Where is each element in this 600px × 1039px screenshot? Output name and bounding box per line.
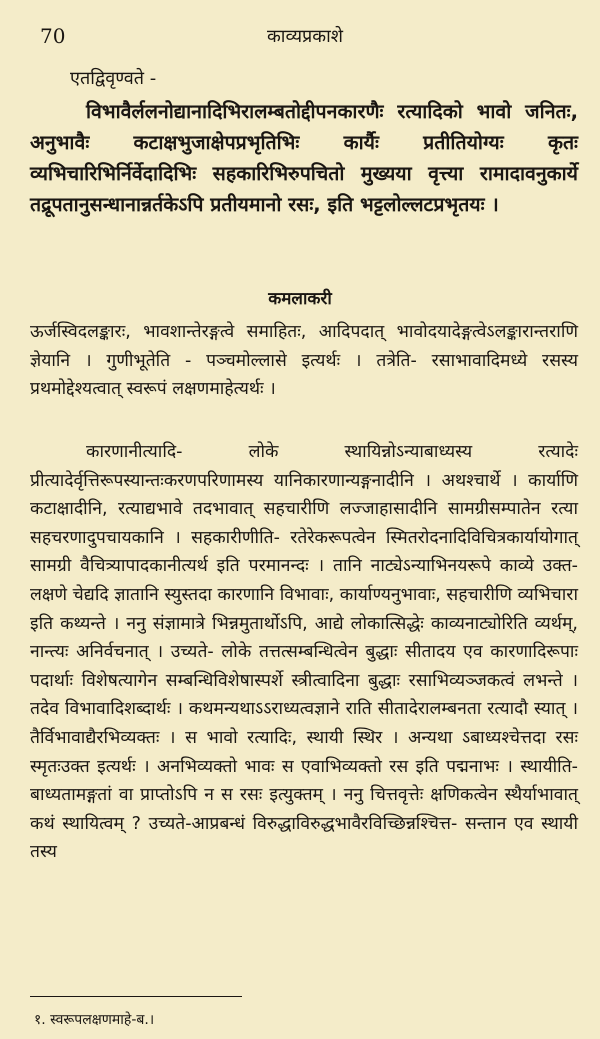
commentary-paragraph-2: कारणानीत्यादि- लोके स्थायिन्नोऽन्याबाध्यस्य रत्यादेः प्रीत्यादेर्वृत्तिरूपस्यान्तःकरणपरिणामस्य यानिकारणान्यङ्गनादीनि । अथश्चार्थे । कार्याणि कटाक्षादीनि, रत्याद्यभावे तदभावात् सहचारीणि लज्जाहासादीनि सामग्रीसम्पातेन रत्या सहचरणादुपचायकानि । सहकारीणीति- रतेरेकरूपत्वेन स्मितरोदनादिविचित्रकार्यायोगात् सामग्री वैचित्र्यापादकानीत्यर्थ इति परमानन्दः । तानि नाट्येऽन्याभिनयरूपे काव्ये उक्त-लक्षणे चेद्यदि ज्ञातानि स्युस्तदा कारणानि विभावाः, कार्याण्यनुभावाः, सहचारीणि व्यभिचारा इति कथ्यन्ते । ननु संज्ञामात्रे भिन्नमुतार्थोऽपि, आद्ये लोकात्सिद्धेः काव्यनाट्योरिति व्यर्थम्, नान्त्यः अनिर्वचनात् । उच्यते- लोके तत्तत्सम्बन्धित्वेन बुद्धाः सीतादय एव कारणादिरूपाः पदार्थाः विशेषत्यागेन सम्बन्धिविशेषास्पर्शे स्त्रीत्वादिना बुद्धाः रसाभिव्यञ्जकत्वं लभन्ते । तदेव विभावादिशब्दार्थः । कथमन्यथाऽऽराध्यत्वज्ञाने राति सीतादेरालम्बनता रत्यादौ स्यात् । तैर्विभावाद्यैरभिव्यक्तः । स भावो रत्यादिः, स्थायी स्थिर । अन्यथा ऽबाध्यश्चेत्तदा रसः स्मृतःउक्त इत्यर्थः । अनभिव्यक्तो भावः स एवाभिव्यक्तो रस इति पद्मनाभः । स्थायीति-बाध्यतामङ्गतां वा प्राप्तोऽपि न स रसः इत्युक्तम् । ननु चित्तवृत्तेः क्षणिकत्वेन स्थैर्याभावात् कथं स्थायित्वम् ? उच्यते-आप्रबन्धं विरुद्धाविरुद्धभावैरविच्छिन्नश्चित्त- सन्तान एव स्थायी तस्य [30, 442, 578, 863]
main-text-paragraph: विभावैर्ललनोद्यानादिभिरालम्बतोद्दीपनकारणैः रत्यादिको भावो जनितः, अनुभावैः कटाक्षभुजाक्षेपप्रभृतिभिः कार्यैः प्रतीतियोग्यः कृतः व्यभिचारिभिर्निर्वेदादिभिः सहकारिभिरुपचितो मुख्यया वृत्त्या रामादावनुकार्ये तद्रूपतानुसन्धानान्नर्तकेऽपि प्रतीयमानो रसः, इति भट्टलोल्लटप्रभृतयः । [30, 100, 578, 216]
section-heading: कमलाकरी [268, 289, 332, 309]
intro-line: एतद्विवृण्वते - [70, 68, 157, 89]
running-title: काव्यप्रकाशे [266, 26, 344, 47]
page-number: 70 [40, 24, 66, 48]
commentary-paragraph-1: ऊर्जस्विदलङ्कारः, भावशान्तेरङ्गत्वे समाहितः, आदिपदात् भावोदयादेङ्गत्वेऽलङ्कारान्तराणि ज्ञेयानि । गुणीभूतेति - पञ्चमोल्लासे इत्यर्थः । तत्रेति- रसाभावादिमध्ये रसस्य प्रथमोद्देश्यत्वात् स्वरूपं लक्षणमाहेत्यर्थः । [30, 322, 578, 400]
running-head [40, 24, 570, 52]
footnote: १. स्वरूपलक्षणमाहे-ब.। [34, 1012, 155, 1028]
footnote-divider [30, 996, 242, 997]
